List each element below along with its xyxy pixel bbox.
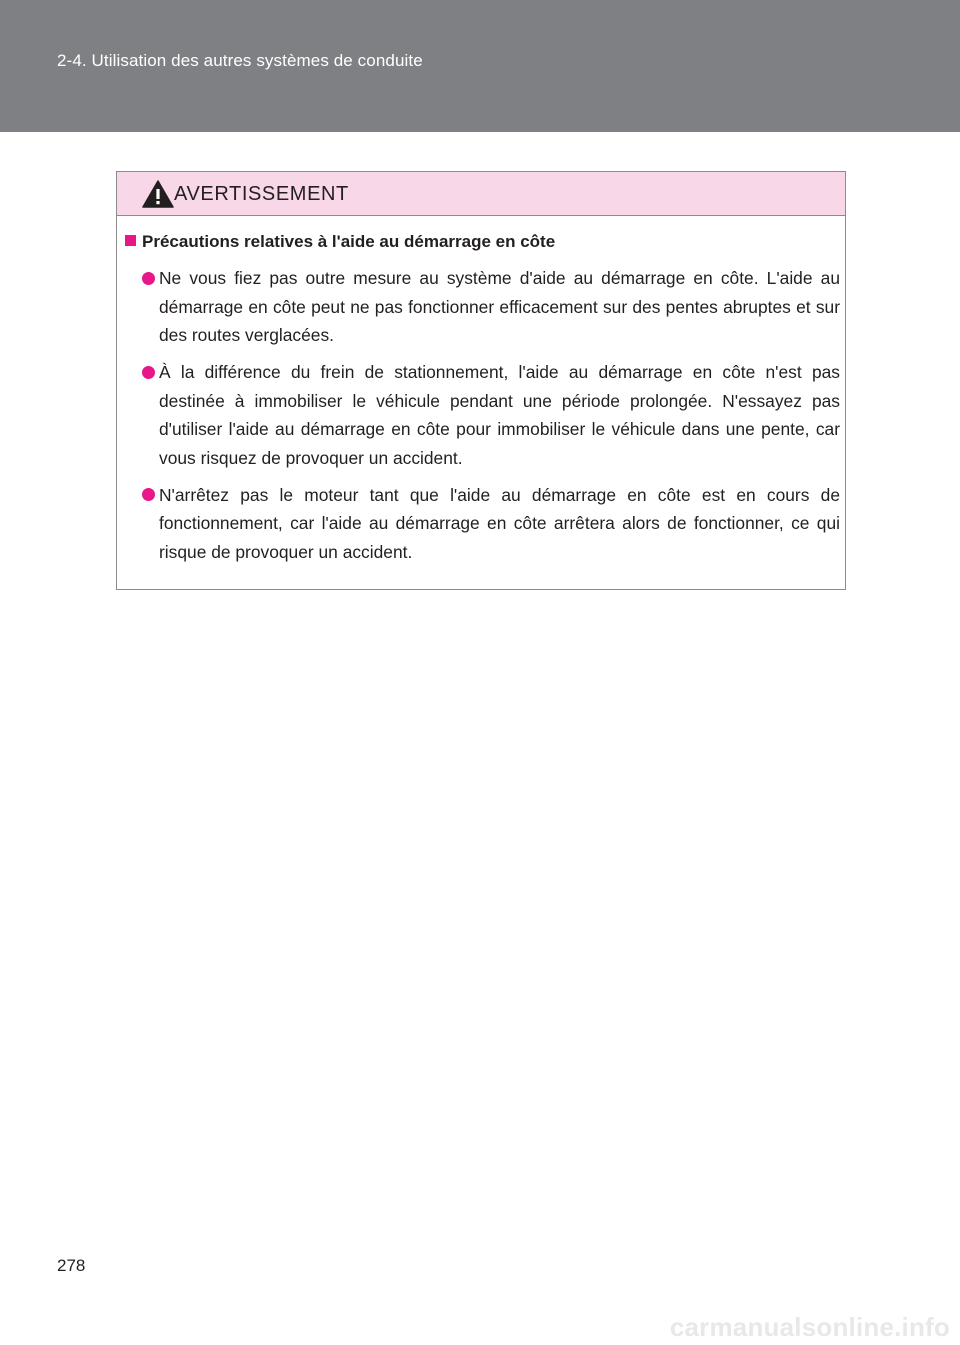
section-title: 2-4. Utilisation des autres systèmes de conduite [57, 51, 423, 70]
square-bullet-icon [125, 235, 136, 246]
warning-box [116, 171, 846, 590]
bullet-text: N'arrêtez pas le moteur tant que l'aide au démarrage en côte est en cours de fonctionnement, car l'aide au démarrage en côte arrêtera alors de fonctionner, ce qui risque de provoquer un accident. [159, 484, 840, 562]
bullet-text: Ne vous fiez pas outre mesure au système d'aide au démarrage en côte. L'aide au démarrage en côte peut ne pas fonctionner efficacement sur des pentes abruptes et sur des routes verglacées. [159, 268, 840, 345]
warning-triangle-icon [142, 180, 174, 208]
list-item [140, 481, 840, 567]
warning-bullet-list [140, 264, 840, 575]
warning-heading [125, 232, 555, 252]
round-bullet-icon [142, 366, 155, 379]
watermark: carmanualsonline.info [669, 1312, 950, 1342]
round-bullet-icon [142, 488, 155, 501]
page-header-band [0, 0, 960, 132]
warning-label: AVERTISSEMENT [174, 183, 349, 205]
page-number: 278 [57, 1256, 86, 1275]
warning-heading-text: Précautions relatives à l'aide au démarrage en côte [142, 232, 556, 251]
warning-header [117, 172, 845, 216]
list-item [140, 264, 840, 350]
list-item [140, 358, 840, 472]
bullet-text: À la différence du frein de stationnement, l'aide au démarrage en côte n'est pas destinée à immobiliser le véhicule pendant une période prolongée. N'essayez pas d'utiliser l'aide au démarrage en côte pour immobiliser le véhicule dans une pente, car vous risquez de provoquer un accident. [159, 362, 840, 468]
round-bullet-icon [142, 272, 155, 285]
